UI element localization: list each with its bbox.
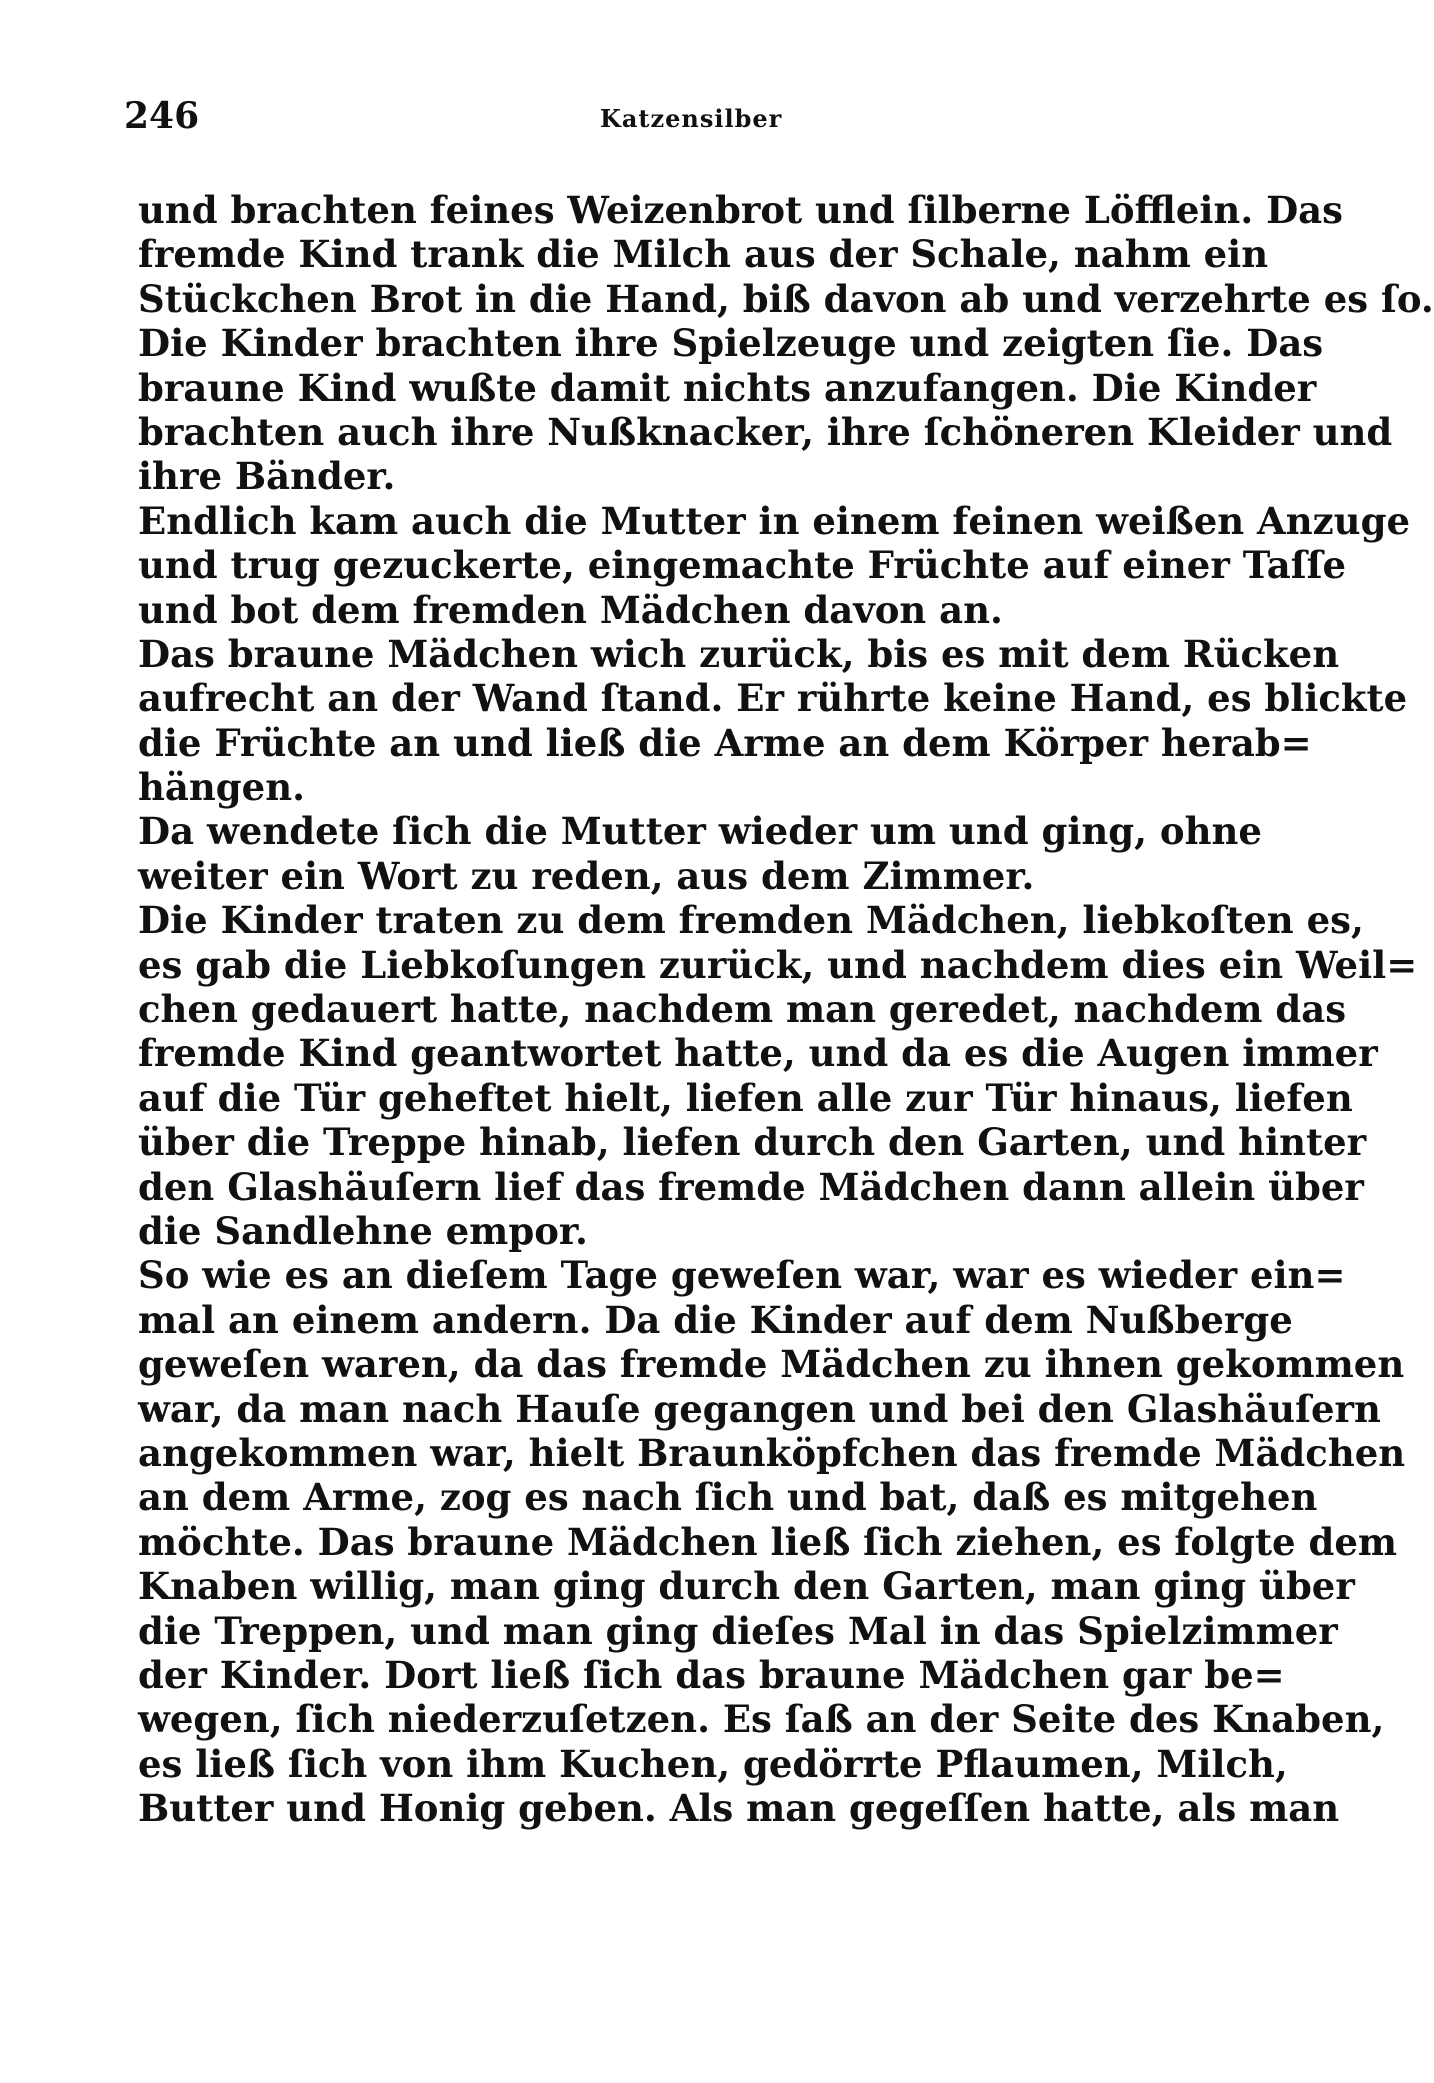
text-line: braune Kind wußte damit nichts anzufangen. Die Kinder — [138, 365, 1317, 410]
paragraph-5 — [138, 898, 1418, 1253]
text-line: es gab die Liebkoſungen zurück, und nachdem dies ein Weil= — [138, 942, 1418, 987]
paragraph-6 — [138, 1253, 1406, 1831]
body-text — [138, 188, 1434, 1831]
text-line: Stückchen Brot in die Hand, biß davon ab und verzehrte es ſo. — [138, 276, 1434, 321]
text-line: fremde Kind trank die Milch aus der Schale, nahm ein — [138, 232, 1269, 277]
text-line: ihre Bänder. — [138, 454, 396, 499]
text-line: brachten auch ihre Nußknacker, ihre ſchöneren Kleider und — [138, 409, 1393, 454]
text-line: aufrecht an der Wand ſtand. Er rührte keine Hand, es blickte — [138, 676, 1408, 721]
running-title: Katzensilber — [600, 104, 783, 133]
text-line: fremde Kind geantwortet hatte, und da es die Augen immer — [138, 1031, 1378, 1076]
text-line: und bot dem fremden Mädchen davon an. — [138, 587, 1003, 632]
text-line: es ließ ſich von ihm Kuchen, gedörrte Pflaumen, Milch, — [138, 1741, 1288, 1786]
text-line: der Kinder. Dort ließ ſich das braune Mädchen gar be= — [138, 1652, 1285, 1697]
text-line: war, da man nach Hauſe gegangen und bei den Glashäuſern — [138, 1386, 1381, 1431]
paragraph-4 — [138, 809, 1262, 898]
text-line: Die Kinder brachten ihre Spielzeuge und zeigten ſie. Das — [138, 321, 1324, 366]
text-line: den Glashäuſern lief das fremde Mädchen dann allein über — [138, 1164, 1364, 1209]
text-line: angekommen war, hielt Braunköpfchen das fremde Mädchen — [138, 1430, 1406, 1475]
text-line: wegen, ſich niederzuſetzen. Es ſaß an der Seite des Knaben, — [138, 1697, 1385, 1742]
text-line: und trug gezuckerte, eingemachte Früchte auf einer Taſſe — [138, 543, 1347, 588]
text-line: Da wendete ſich die Mutter wieder um und ging, ohne — [138, 809, 1262, 854]
text-line: die Treppen, und man ging dieſes Mal in das Spielzimmer — [138, 1608, 1338, 1653]
text-line: Butter und Honig geben. Als man gegeſſen hatte, als man — [138, 1786, 1340, 1831]
text-line: Die Kinder traten zu dem fremden Mädchen, liebkoſten es, — [138, 898, 1364, 943]
text-line: geweſen waren, da das fremde Mädchen zu ihnen gekommen — [138, 1342, 1405, 1387]
text-line: die Früchte an und ließ die Arme an dem Körper herab= — [138, 720, 1312, 765]
page-number: 246 — [124, 95, 200, 137]
paragraph-3 — [138, 631, 1408, 810]
text-line: chen gedauert hatte, nachdem man geredet, nachdem das — [138, 987, 1347, 1032]
text-line: weiter ein Wort zu reden, aus dem Zimmer. — [138, 853, 1035, 898]
text-line: möchte. Das braune Mädchen ließ ſich ziehen, es folgte dem — [138, 1519, 1398, 1564]
text-line: und brachten feines Weizenbrot und ſilberne Löfflein. Das — [138, 188, 1343, 232]
text-line: Das braune Mädchen wich zurück, bis es mit dem Rücken — [138, 631, 1340, 676]
text-line: die Sandlehne empor. — [138, 1208, 588, 1253]
text-line: mal an einem andern. Da die Kinder auf dem Nußberge — [138, 1297, 1293, 1342]
text-line: So wie es an dieſem Tage geweſen war, war es wieder ein= — [138, 1253, 1346, 1298]
text-line: auf die Tür geheftet hielt, liefen alle zur Tür hinaus, liefen — [138, 1075, 1353, 1120]
paragraph-1 — [138, 188, 1434, 499]
text-line: Endlich kam auch die Mutter in einem feinen weißen Anzuge — [138, 498, 1410, 543]
paragraph-2 — [138, 498, 1410, 632]
text-line: Knaben willig, man ging durch den Garten, man ging über — [138, 1564, 1355, 1609]
text-line: hängen. — [138, 765, 305, 810]
text-line: über die Treppe hinab, liefen durch den Garten, und hinter — [138, 1120, 1367, 1165]
text-line: an dem Arme, zog es nach ſich und bat, daß es mitgehen — [138, 1475, 1318, 1520]
